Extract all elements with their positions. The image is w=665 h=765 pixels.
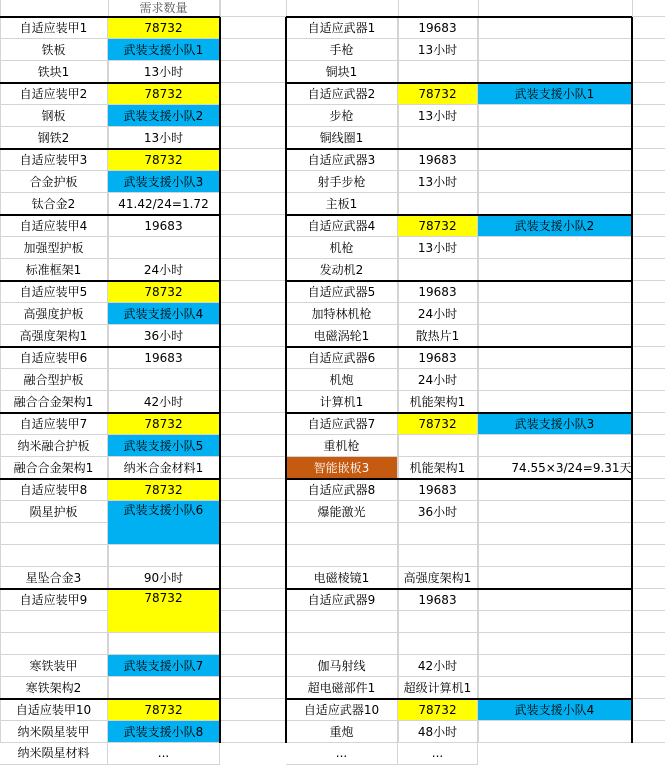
cell-armor-value[interactable]: 纳米合金材料1 (108, 457, 220, 479)
cell-weapon-name[interactable]: 自适应武器9 (286, 589, 398, 611)
cell-weapon-name[interactable]: 自适应武器4 (286, 215, 398, 237)
cell-weapon-name[interactable] (286, 611, 398, 633)
cell-armor-value[interactable]: 19683 (108, 215, 220, 237)
cell-armor-name[interactable]: 钢板 (0, 105, 108, 127)
cell-armor-value[interactable]: 武装支援小队1 (108, 39, 220, 61)
cell-armor-name[interactable]: 纳米陨星装甲 (0, 721, 108, 743)
cell-armor-value[interactable]: 24小时 (108, 259, 220, 281)
cell-empty[interactable] (0, 611, 108, 633)
cell-armor-value[interactable] (108, 677, 220, 699)
cell-weapon-value[interactable]: ... (398, 743, 478, 765)
cell-weapon-value[interactable] (398, 545, 478, 567)
cell-armor-value[interactable] (108, 237, 220, 259)
cell-empty[interactable] (0, 523, 108, 545)
cell-weapon-name[interactable] (286, 633, 398, 655)
cell-weapon-value[interactable]: 13小时 (398, 39, 478, 61)
cell-armor-name[interactable]: 自适应装甲1 (0, 17, 108, 39)
cell-armor-value[interactable]: 42小时 (108, 391, 220, 413)
cell-armor-name[interactable]: 融合合金架构1 (0, 457, 108, 479)
cell-weapon-name[interactable]: 自适应武器10 (286, 699, 398, 721)
cell-armor-name[interactable]: 陨星护板 (0, 501, 108, 523)
cell-weapon-name[interactable]: 主板1 (286, 193, 398, 215)
cell-weapon-value[interactable]: 78732 (398, 413, 478, 435)
cell-armor-value[interactable]: 78732 (108, 413, 220, 435)
cell-team[interactable]: 武装支援小队2 (478, 215, 632, 237)
cell-armor-value[interactable] (108, 545, 220, 567)
cell-weapon-name[interactable]: 计算机1 (286, 391, 398, 413)
cell-weapon-value[interactable] (398, 611, 478, 633)
cell-armor-value[interactable]: 78732 (108, 589, 220, 633)
cell-weapon-value[interactable] (398, 435, 478, 457)
cell-weapon-value[interactable]: 散热片1 (398, 325, 478, 347)
cell-armor-value[interactable]: 武装支援小队5 (108, 435, 220, 457)
cell-armor-name[interactable]: 自适应装甲2 (0, 83, 108, 105)
cell-armor-name[interactable]: 融合型护板 (0, 369, 108, 391)
cell-armor-name[interactable]: 自适应装甲5 (0, 281, 108, 303)
cell-weapon-name[interactable]: 自适应武器2 (286, 83, 398, 105)
cell-weapon-name[interactable]: 自适应武器1 (286, 17, 398, 39)
cell-weapon-name[interactable]: 自适应武器8 (286, 479, 398, 501)
cell-weapon-name[interactable]: 发动机2 (286, 259, 398, 281)
cell-armor-name[interactable]: 加强型护板 (0, 237, 108, 259)
cell-armor-value[interactable]: 武装支援小队7 (108, 655, 220, 677)
cell-armor-name[interactable]: 寒铁架构2 (0, 677, 108, 699)
cell-weapon-value[interactable]: 13小时 (398, 237, 478, 259)
cell-armor-name[interactable]: 纳米融合护板 (0, 435, 108, 457)
cell-weapon-name[interactable]: 爆能激光 (286, 501, 398, 523)
cell-armor-value[interactable]: 武装支援小队8 (108, 721, 220, 743)
cell-armor-name[interactable] (0, 545, 108, 567)
cell-armor-value[interactable]: 90小时 (108, 567, 220, 589)
cell-weapon-name[interactable]: 机枪 (286, 237, 398, 259)
cell-weapon-name[interactable]: 电磁涡轮1 (286, 325, 398, 347)
cell-weapon-name[interactable] (286, 523, 398, 545)
cell-armor-name[interactable]: 铁板 (0, 39, 108, 61)
cell-armor-name[interactable]: 星坠合金3 (0, 567, 108, 589)
cell-weapon-name[interactable]: 铜线圈1 (286, 127, 398, 149)
cell-armor-name[interactable]: 高强度架构1 (0, 325, 108, 347)
cell-weapon-value[interactable] (398, 633, 478, 655)
cell-armor-value[interactable]: 武装支援小队3 (108, 171, 220, 193)
cell-weapon-value[interactable]: 24小时 (398, 303, 478, 325)
cell-armor-value[interactable]: 武装支援小队2 (108, 105, 220, 127)
cell-team[interactable]: 武装支援小队4 (478, 699, 632, 721)
cell-weapon-name[interactable]: 自适应武器6 (286, 347, 398, 369)
cell-weapon-name[interactable]: 自适应武器7 (286, 413, 398, 435)
cell-weapon-name[interactable]: 伽马射线 (286, 655, 398, 677)
cell-weapon-value[interactable]: 机能架构1 (398, 457, 478, 479)
cell-weapon-value[interactable]: 19683 (398, 17, 478, 39)
cell-weapon-value[interactable]: 42小时 (398, 655, 478, 677)
cell-weapon-name[interactable]: 自适应武器5 (286, 281, 398, 303)
cell-weapon-name[interactable]: 电磁棱镜1 (286, 567, 398, 589)
cell-armor-value[interactable]: 36小时 (108, 325, 220, 347)
cell-weapon-value[interactable] (398, 259, 478, 281)
cell-formula[interactable]: 74.55×3/24=9.31天 (478, 457, 665, 479)
cell-weapon-value[interactable] (398, 61, 478, 83)
cell-weapon-name[interactable]: 射手步枪 (286, 171, 398, 193)
cell-armor-value[interactable]: 武装支援小队4 (108, 303, 220, 325)
cell-weapon-value[interactable]: 19683 (398, 281, 478, 303)
cell-armor-name[interactable]: 自适应装甲9 (0, 589, 108, 611)
cell-weapon-value[interactable]: 19683 (398, 347, 478, 369)
cell-armor-value[interactable]: 13小时 (108, 127, 220, 149)
cell-weapon-name[interactable]: 步枪 (286, 105, 398, 127)
cell-armor-value[interactable] (108, 369, 220, 391)
cell-armor-name[interactable]: 融合合金架构1 (0, 391, 108, 413)
cell-armor-name[interactable]: 高强度护板 (0, 303, 108, 325)
cell-armor-name[interactable]: 合金护板 (0, 171, 108, 193)
cell-team[interactable]: 武装支援小队3 (478, 413, 632, 435)
cell-armor-name[interactable]: 寒铁装甲 (0, 655, 108, 677)
cell-weapon-name[interactable] (286, 545, 398, 567)
header-demand-quantity[interactable]: 需求数量 (108, 0, 220, 17)
cell-armor-value[interactable]: 78732 (108, 281, 220, 303)
cell-weapon-value[interactable]: 19683 (398, 479, 478, 501)
cell-weapon-name[interactable]: 加特林机枪 (286, 303, 398, 325)
cell-armor-value[interactable]: 78732 (108, 699, 220, 721)
cell-weapon-value[interactable] (398, 127, 478, 149)
cell-armor-value[interactable]: 78732 (108, 479, 220, 501)
cell-weapon-value[interactable]: 19683 (398, 149, 478, 171)
cell-armor-name[interactable]: 自适应装甲4 (0, 215, 108, 237)
cell-armor-name[interactable]: 铁块1 (0, 61, 108, 83)
cell-weapon-name[interactable]: 超电磁部件1 (286, 677, 398, 699)
cell-armor-name[interactable]: 自适应装甲6 (0, 347, 108, 369)
cell-weapon-name[interactable]: 重机枪 (286, 435, 398, 457)
cell-armor-value[interactable]: 武装支援小队6 (108, 501, 220, 545)
cell-armor-value[interactable] (108, 633, 220, 655)
cell-armor-value[interactable]: 19683 (108, 347, 220, 369)
cell-armor-name[interactable]: 自适应装甲7 (0, 413, 108, 435)
cell-weapon-name[interactable]: 智能嵌板3 (286, 457, 398, 479)
cell-weapon-value[interactable]: 高强度架构1 (398, 567, 478, 589)
cell-armor-value[interactable]: 78732 (108, 83, 220, 105)
cell-weapon-value[interactable] (398, 523, 478, 545)
cell-armor-name[interactable]: 自适应装甲8 (0, 479, 108, 501)
cell-armor-value[interactable]: ... (108, 743, 220, 765)
cell-weapon-value[interactable]: 78732 (398, 83, 478, 105)
cell-armor-value[interactable]: 41.42/24=1.72 (108, 193, 220, 215)
cell-weapon-name[interactable]: 铜块1 (286, 61, 398, 83)
cell-weapon-value[interactable]: 24小时 (398, 369, 478, 391)
cell-team[interactable]: 武装支援小队1 (478, 83, 632, 105)
cell-armor-name[interactable]: 标准框架1 (0, 259, 108, 281)
cell-armor-name[interactable]: 自适应装甲3 (0, 149, 108, 171)
cell-armor-name[interactable]: 纳米陨星材料 (0, 743, 108, 765)
cell-armor-value[interactable]: 13小时 (108, 61, 220, 83)
cell-weapon-value[interactable]: 19683 (398, 589, 478, 611)
cell-weapon-value[interactable]: 机能架构1 (398, 391, 478, 413)
cell-weapon-name[interactable]: ... (286, 743, 398, 765)
cell-weapon-value[interactable]: 48小时 (398, 721, 478, 743)
cell-weapon-name[interactable]: 手枪 (286, 39, 398, 61)
cell-weapon-name[interactable]: 自适应武器3 (286, 149, 398, 171)
cell-weapon-value[interactable]: 13小时 (398, 105, 478, 127)
cell-armor-name[interactable]: 钢铁2 (0, 127, 108, 149)
cell-weapon-name[interactable]: 重炮 (286, 721, 398, 743)
cell-armor-name[interactable]: 钛合金2 (0, 193, 108, 215)
cell-weapon-value[interactable] (398, 193, 478, 215)
cell-weapon-value[interactable]: 78732 (398, 699, 478, 721)
cell-weapon-name[interactable]: 机炮 (286, 369, 398, 391)
cell-weapon-value[interactable]: 78732 (398, 215, 478, 237)
cell-weapon-value[interactable]: 超级计算机1 (398, 677, 478, 699)
cell-armor-value[interactable]: 78732 (108, 149, 220, 171)
cell-armor-name[interactable] (0, 633, 108, 655)
cell-weapon-value[interactable]: 13小时 (398, 171, 478, 193)
cell-armor-name[interactable]: 自适应装甲10 (0, 699, 108, 721)
cell-weapon-value[interactable]: 36小时 (398, 501, 478, 523)
cell-armor-value[interactable]: 78732 (108, 17, 220, 39)
